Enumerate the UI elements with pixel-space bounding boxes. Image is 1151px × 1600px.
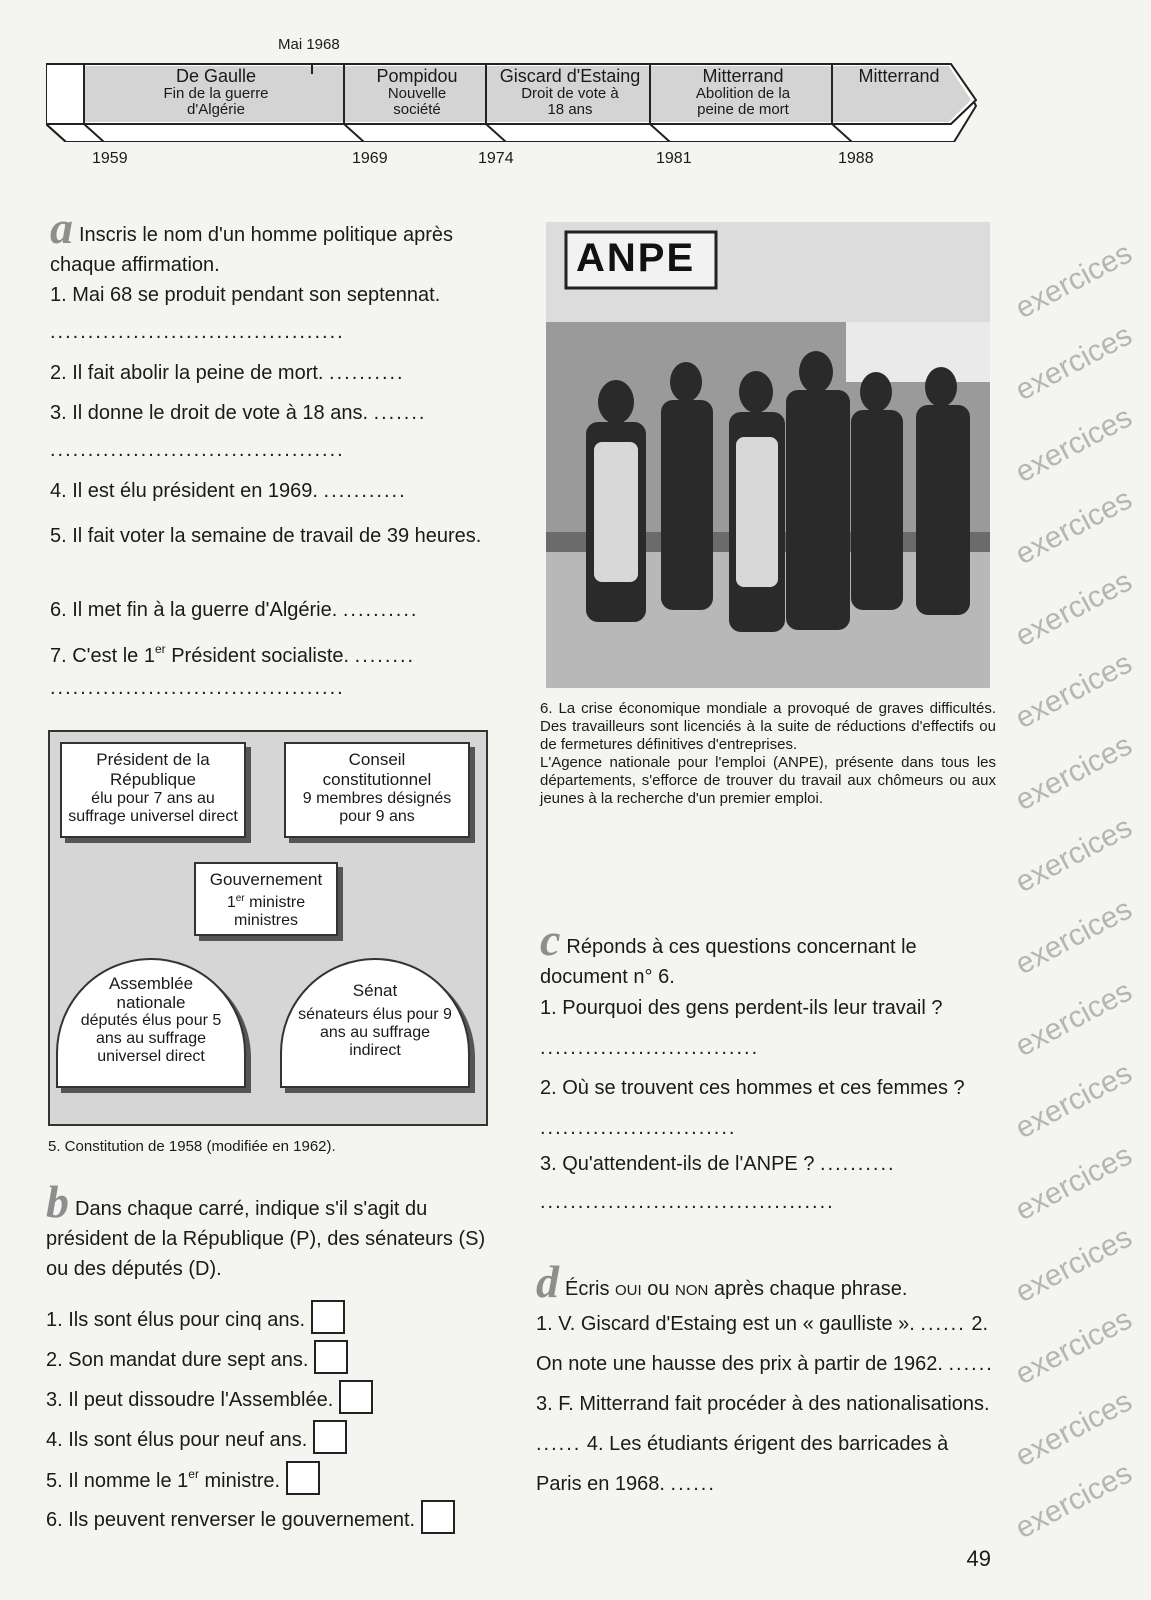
dome-senat: Sénat sénateurs élus pour 9 ans au suffrage indirect bbox=[280, 958, 470, 1088]
timeline-year: 1959 bbox=[92, 150, 128, 167]
side-label: exercices bbox=[1010, 892, 1138, 982]
timeline-year: 1981 bbox=[656, 150, 692, 167]
answer-checkbox[interactable] bbox=[339, 1380, 373, 1414]
section-d-letter: d bbox=[536, 1256, 559, 1307]
question-a2: 2. Il fait abolir la peine de mort. .......... bbox=[50, 362, 405, 384]
section-c-instruction: c Réponds à ces questions concernant le document n° 6. bbox=[540, 914, 917, 988]
question-a1: 1. Mai 68 se produit pendant son septennat. bbox=[50, 284, 441, 306]
answer-checkbox[interactable] bbox=[286, 1461, 320, 1495]
timeline-year: 1969 bbox=[352, 150, 388, 167]
timeline-segment: Mitterrand Abolition de la peine de mort bbox=[695, 66, 791, 118]
side-label: exercices bbox=[1010, 1220, 1138, 1310]
question-a4: 4. Il est élu président en 1969. ........... bbox=[50, 480, 407, 502]
answer-line[interactable]: ...... bbox=[948, 1353, 994, 1375]
question-c3: 3. Qu'attendent-ils de l'ANPE ? .......... bbox=[540, 1153, 896, 1175]
answer-line[interactable]: ...... bbox=[920, 1313, 966, 1335]
side-label: exercices bbox=[1010, 400, 1138, 490]
question-b1: 1. Ils sont élus pour cinq ans. bbox=[46, 1300, 345, 1334]
question-a7: 7. C'est le 1er Président socialiste. ........ bbox=[50, 642, 416, 667]
section-b-instruction: b Dans chaque carré, indique s'il s'agit du président de la République (P), des sénateurs (S) ou des députés (D). bbox=[46, 1176, 486, 1280]
side-label: exercices bbox=[1010, 564, 1138, 654]
side-label: exercices bbox=[1010, 1456, 1138, 1546]
answer-line[interactable]: ....................................... bbox=[50, 439, 345, 461]
section-d-instruction: d Écris OUI ou NON après chaque phrase. bbox=[536, 1256, 908, 1307]
question-c2: 2. Où se trouvent ces hommes et ces femmes ? .......................... bbox=[540, 1077, 965, 1139]
timeline-segment: Giscard d'Estaing Droit de vote à 18 ans bbox=[499, 66, 641, 118]
answer-checkbox[interactable] bbox=[311, 1300, 345, 1334]
side-label: exercices bbox=[1010, 1302, 1138, 1392]
section-c-letter: c bbox=[540, 914, 561, 965]
question-a5: 5. Il fait voter la semaine de travail de 39 heures. bbox=[50, 525, 482, 547]
question-a3: 3. Il donne le droit de vote à 18 ans. ....... bbox=[50, 402, 427, 424]
box-president: Président de la République élu pour 7 ans au suffrage universel direct bbox=[60, 742, 246, 838]
answer-line[interactable]: ...... bbox=[536, 1433, 582, 1455]
answer-line[interactable]: ...... bbox=[670, 1473, 716, 1495]
dome-assemblee: Assemblée nationale députés élus pour 5 ans au suffrage universel direct bbox=[56, 958, 246, 1088]
question-c1: 1. Pourquoi des gens perdent-ils leur travail ? ............................. bbox=[540, 997, 943, 1059]
side-label: exercices bbox=[1010, 974, 1138, 1064]
side-label: exercices bbox=[1010, 1138, 1138, 1228]
question-b6: 6. Ils peuvent renverser le gouvernement. bbox=[46, 1500, 455, 1534]
answer-line[interactable]: ....................................... bbox=[540, 1191, 835, 1213]
question-a6: 6. Il met fin à la guerre d'Algérie. .......... bbox=[50, 599, 419, 621]
box-gouvernement: Gouvernement 1er ministre ministres bbox=[194, 862, 338, 936]
timeline-segment: De Gaulle Fin de la guerre d'Algérie bbox=[163, 66, 269, 118]
answer-line[interactable]: ....................................... bbox=[50, 321, 345, 343]
answer-checkbox[interactable] bbox=[421, 1500, 455, 1534]
anpe-photo-drawing bbox=[546, 222, 990, 688]
question-b3: 3. Il peut dissoudre l'Assemblée. bbox=[46, 1380, 373, 1414]
anpe-sign: ANPE bbox=[576, 236, 696, 280]
section-a-instruction: a Inscris le nom d'un homme politique après chaque affirmation. bbox=[50, 202, 454, 276]
constitution-diagram bbox=[48, 730, 488, 1126]
timeline-year: 1988 bbox=[838, 150, 874, 167]
answer-checkbox[interactable] bbox=[313, 1420, 347, 1454]
side-label: exercices bbox=[1010, 1384, 1138, 1474]
photo-caption: 6. La crise économique mondiale a provoqué de graves difficultés. Des travailleurs sont licenciés à la suite de réductions d'effectifs ou de fermetures définitives d'entreprises. L'Agence nationale pour l'emploi (ANPE), présente dans tous les départements, s'efforce de trouver du travail aux chômeurs ou aux jeunes à la recherche d'un premier emploi. bbox=[540, 700, 996, 807]
side-label: exercices bbox=[1010, 646, 1138, 736]
diagram-caption: 5. Constitution de 1958 (modifiée en 1962). bbox=[48, 1138, 336, 1155]
section-d-text: 1. V. Giscard d'Estaing est un « gaulliste ». ...... 2. On note une hausse des prix à partir de 1962. ...... 3. F. Mitterrand fait procéder à des nationalisations. ...... 4. Les étudiants érigent des barricades à Paris en 1968. ...... bbox=[536, 1313, 994, 1495]
side-label: exercices bbox=[1010, 236, 1138, 326]
side-label: exercices bbox=[1010, 728, 1138, 818]
anpe-photo bbox=[546, 222, 990, 688]
timeline-event-label: Mai 1968 bbox=[278, 36, 340, 53]
page-number: 49 bbox=[966, 1546, 991, 1571]
section-a-letter: a bbox=[50, 202, 73, 253]
side-label: exercices bbox=[1010, 1056, 1138, 1146]
question-b2: 2. Son mandat dure sept ans. bbox=[46, 1340, 348, 1374]
timeline-year: 1974 bbox=[478, 150, 514, 167]
timeline-segment: Pompidou Nouvelle société bbox=[376, 66, 458, 118]
side-label: exercices bbox=[1010, 482, 1138, 572]
answer-line[interactable]: ....................................... bbox=[50, 677, 345, 699]
question-b4: 4. Ils sont élus pour neuf ans. bbox=[46, 1420, 347, 1454]
section-b-letter: b bbox=[46, 1176, 69, 1227]
answer-checkbox[interactable] bbox=[314, 1340, 348, 1374]
side-label: exercices bbox=[1010, 810, 1138, 900]
timeline-segment: Mitterrand bbox=[858, 66, 940, 86]
side-label: exercices bbox=[1010, 318, 1138, 408]
box-conseil: Conseil constitutionnel 9 membres désignés pour 9 ans bbox=[284, 742, 470, 838]
question-b5: 5. Il nomme le 1er ministre. bbox=[46, 1460, 320, 1495]
